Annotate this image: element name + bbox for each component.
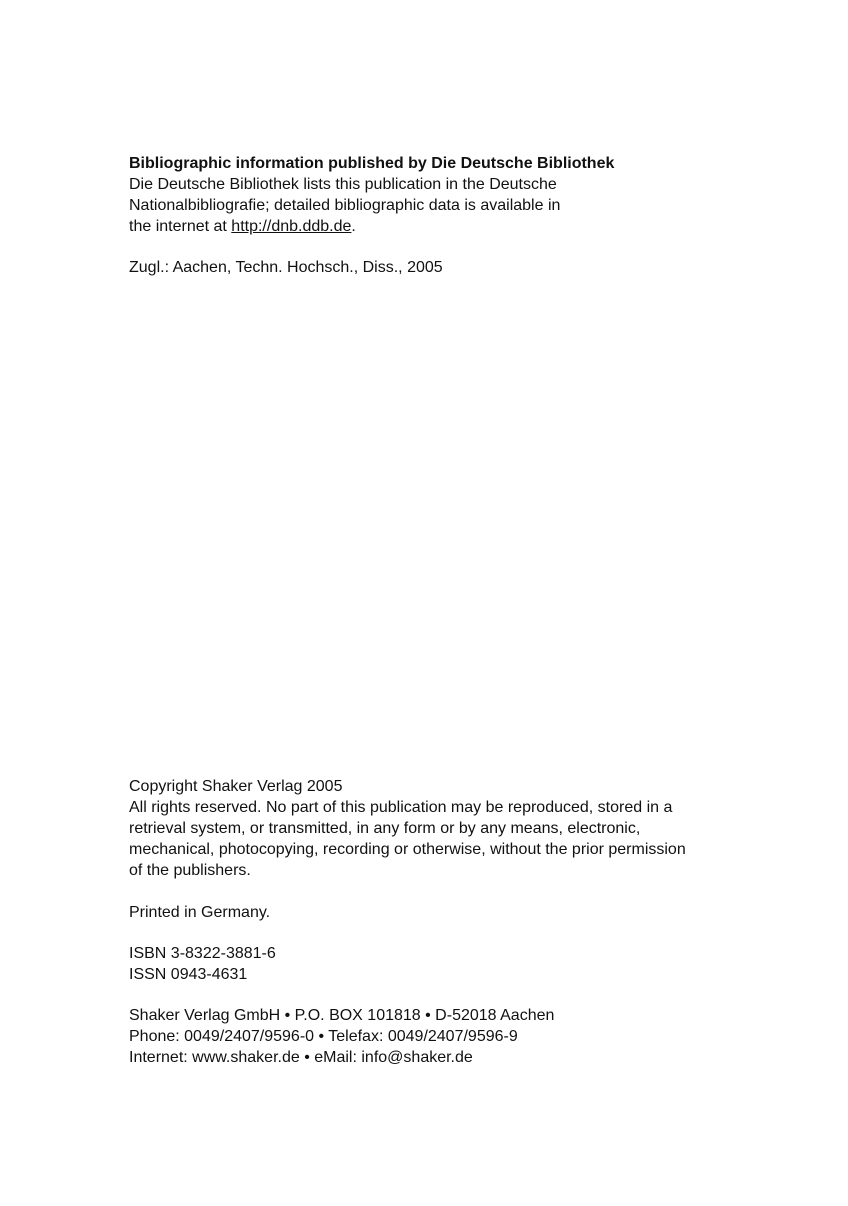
isbn: ISBN 3-8322-3881-6 xyxy=(129,945,276,962)
bibliographic-line-3-prefix: the internet at xyxy=(129,218,232,235)
publisher-internet: Internet: www.shaker.de • eMail: info@shaker.de xyxy=(129,1049,473,1066)
dnb-link[interactable]: http://dnb.ddb.de xyxy=(231,218,352,235)
bibliographic-line-3 xyxy=(129,216,729,237)
bibliographic-line-3-suffix: . xyxy=(351,218,356,235)
copyright-line-3: mechanical, photocopying, recording or otherwise, without the prior permission xyxy=(129,841,686,858)
bibliographic-line-1: Die Deutsche Bibliothek lists this publication in the Deutsche xyxy=(129,176,557,193)
bibliographic-info xyxy=(129,153,729,237)
printed-note-text: Printed in Germany. xyxy=(129,904,271,921)
publisher-phone: Phone: 0049/2407/9596-0 • Telefax: 0049/2407/9596-9 xyxy=(129,1028,518,1045)
copyright-line-4: of the publishers. xyxy=(129,862,251,879)
dissertation-note-text: Zugl.: Aachen, Techn. Hochsch., Diss., 2005 xyxy=(129,259,443,276)
copyright-section xyxy=(129,776,729,881)
identifiers xyxy=(129,943,729,985)
copyright-line-2: retrieval system, or transmitted, in any form or by any means, electronic, xyxy=(129,820,641,837)
publisher-address: Shaker Verlag GmbH • P.O. BOX 101818 • D-52018 Aachen xyxy=(129,1007,555,1024)
issn: ISSN 0943-4631 xyxy=(129,966,248,983)
bibliographic-heading: Bibliographic information published by Die Deutsche Bibliothek xyxy=(129,155,615,172)
copyright-line-1: All rights reserved. No part of this publication may be reproduced, stored in a xyxy=(129,799,673,816)
publisher-info xyxy=(129,1005,729,1068)
dissertation-note xyxy=(129,257,729,278)
bibliographic-line-2: Nationalbibliografie; detailed bibliographic data is available in xyxy=(129,197,561,214)
printed-note xyxy=(129,902,729,923)
copyright-title: Copyright Shaker Verlag 2005 xyxy=(129,778,343,795)
